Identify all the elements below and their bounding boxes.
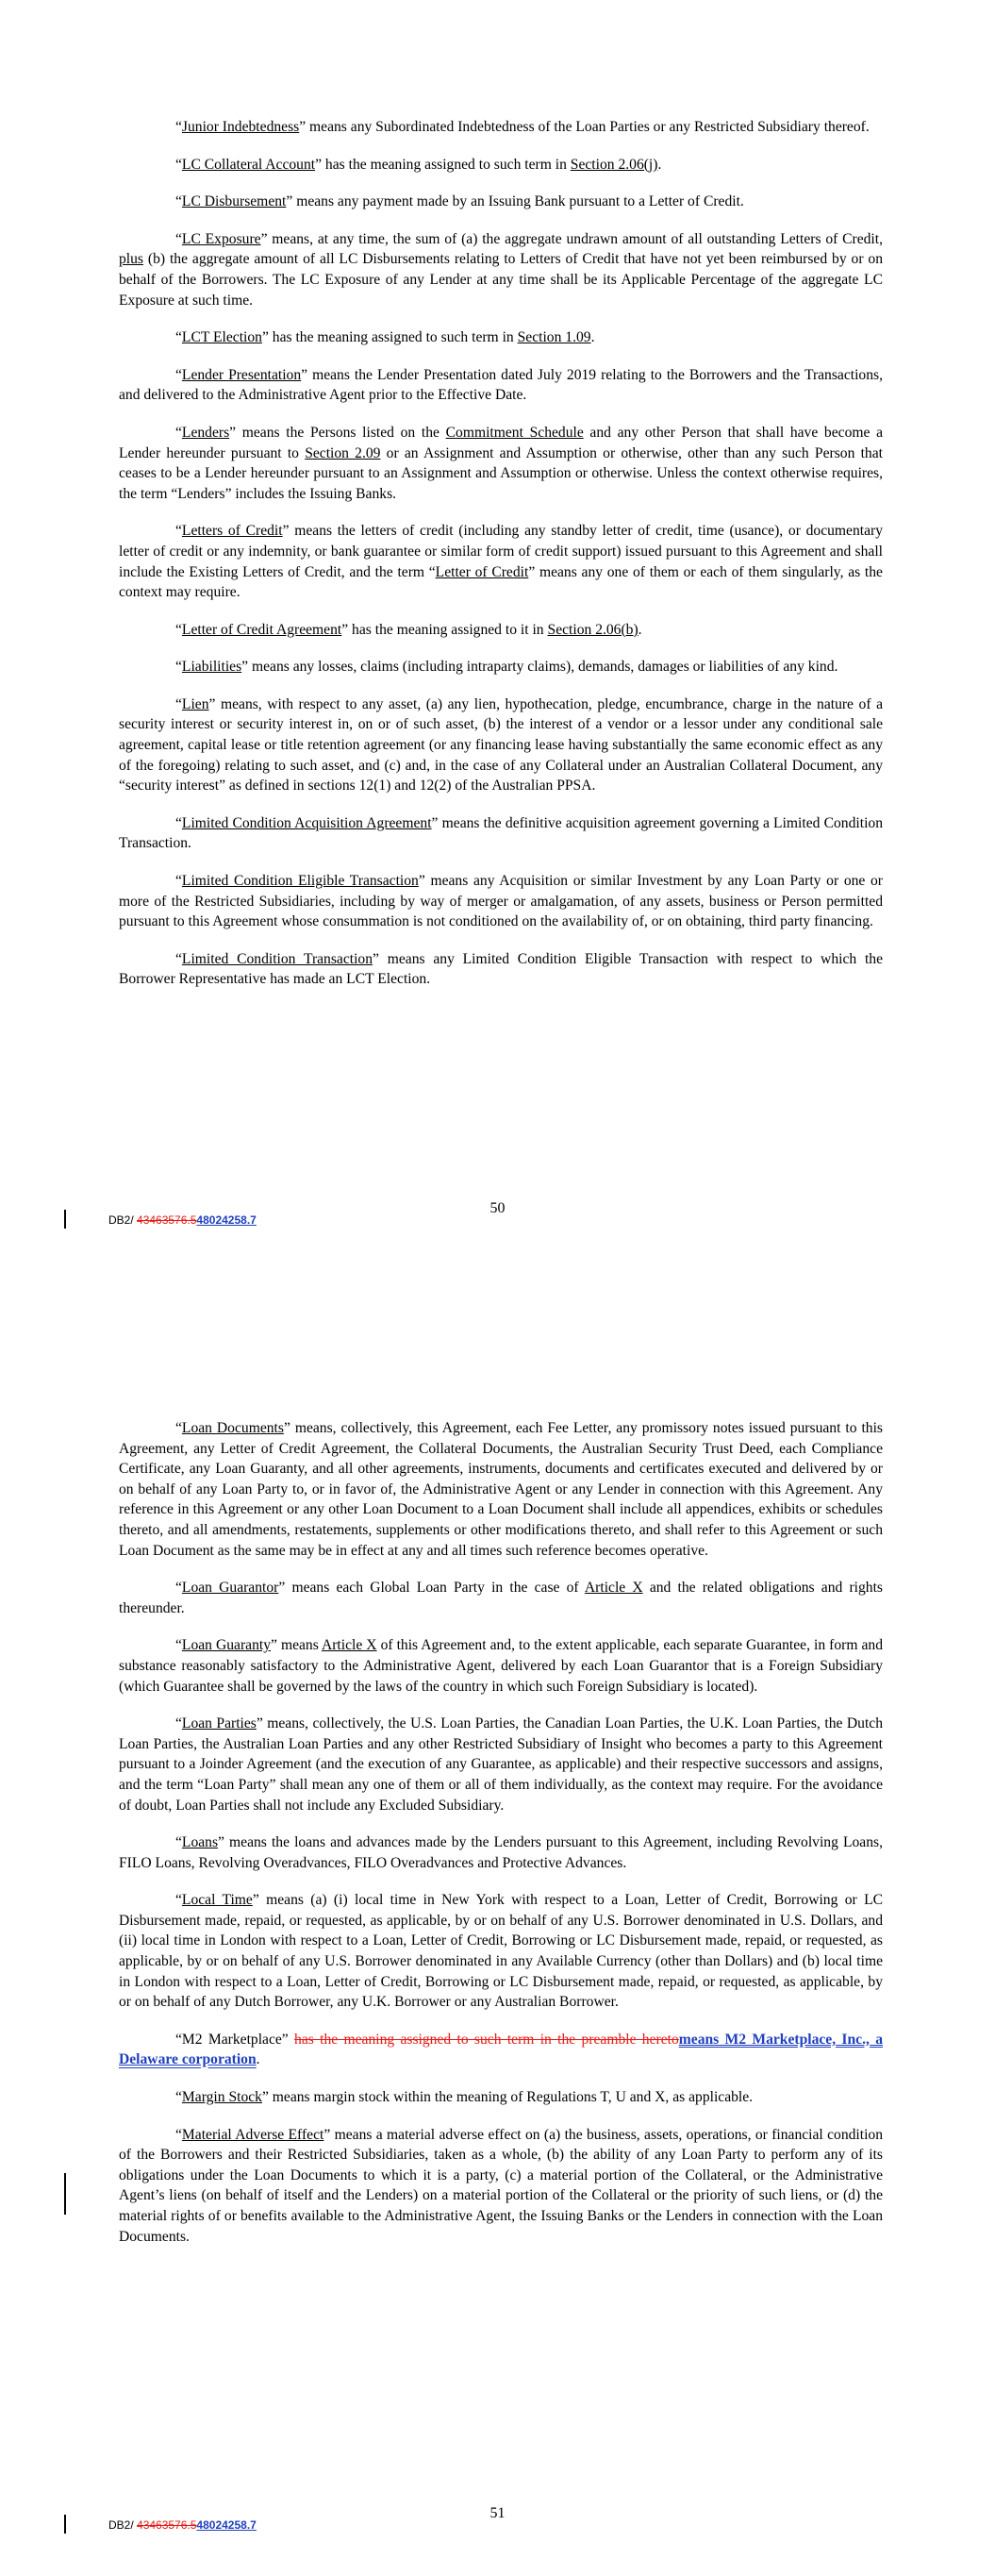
definition-paragraph [119,2087,883,2108]
definition-paragraph [119,2030,883,2070]
body-text: ” means the definitive acquisition agreement governing a Limited Condition Transaction. [119,814,883,852]
definition-paragraph [119,423,883,504]
definition-paragraph [119,521,883,602]
definition-paragraph [119,813,883,854]
page-number: 51 [489,2505,506,2521]
deleted-text: has the meaning assigned to such term in the preamble hereto [294,2031,679,2048]
body-text: . [657,156,662,173]
body-text: (b) the aggregate amount of all LC Disbursements relating to Letters of Credit that have not yet been reimbursed by or on behalf of the Borrowers. The LC Exposure of any Lender at any time shall be its Applicable Percentage of the aggregate LC Exposure at such time. [119,251,883,309]
defined-term: Junior Indebtedness [181,119,300,135]
defined-term: LC Exposure [181,230,261,247]
defined-term: Section 1.09 [517,329,591,346]
definition-paragraph [119,1578,883,1618]
body-text: ” means any Subordinated Indebtedness of the Loan Parties or any Restricted Subsidiary thereof. [299,119,870,135]
definition-paragraph [119,229,883,310]
defined-term: LC Collateral Account [181,156,316,173]
body-text: “ [175,230,182,247]
defined-term: Article X [321,1637,377,1654]
body-text: ” means a material adverse effect on (a) the business, assets, operations, or financial condition of the Borrowers and their Restricted Subsidiaries, taken as a whole, (b) the ability of any Loan Party to perform any of its obligations under the Loan Documents to which it is a party, (c) a material portion of the Collateral, or the Administrative Agent’s liens (on behalf of itself and the Lenders) on a material portion of the Collateral or the priority of such liens, or (d) the material rights of or benefits available to the Administrative Agent, the Issuing Banks or the Lenders in connection with the Loan Documents. [119,2126,883,2245]
body-text: ” means the letters of credit (including any standby letter of credit, time (usance), or documentary letter of credit or any indemnity, or bank guarantee or similar form of credit support) issued pursuant to this Agreement and shall include the Existing Letters of Credit, and the term “ [119,523,883,580]
definition-paragraph [119,620,883,641]
defined-term: LC Disbursement [181,193,287,210]
body-text: ” means (a) (i) local time in New York with respect to a Loan, Letter of Credit, Borrowing or LC Disbursement made, repaid, or requested, as applicable, by or on behalf of any U.S. Borrower denominated in U.S. Dollars, and (ii) local time in London with respect to a Loan, Letter of Credit, Borrowing or LC Disbursement made, repaid, or requested, as applicable, by or on behalf of any U.S. Borrower denominated in any Available Currency (other than Dollars) and (b) local time in London with respect to a Loan, Letter of Credit, Borrowing or LC Disbursement made, repaid, or requested, as applicable, by or on behalf of any Dutch Borrower, any U.K. Borrower or any Australian Borrower. [119,1892,883,2011]
body-text: ” means the Lender Presentation dated July 2019 relating to the Borrowers and the Transactions, and delivered to the Administrative Agent prior to the Effective Date. [119,366,883,404]
body-text: “ [175,424,182,441]
defined-term: Section 2.06(b) [547,621,638,638]
page-51 [0,1288,995,2576]
defined-term: Margin Stock [181,2089,262,2106]
footer-inserted-number: 48024258.7 [196,1213,257,1227]
body-text: and any other Person that shall have become a Lender hereunder pursuant to [119,424,884,461]
body-text: “ [175,621,182,638]
defined-term: Lender Presentation [181,366,302,383]
body-text: ” means the loans and advances made by the Lenders pursuant to this Agreement, including Revolving Loans, FILO Loans, Revolving Overadvances, FILO Overadvances and Protective Advances. [119,1834,883,1871]
definition-paragraph [119,365,883,406]
footer-deleted-number: 43463576.5 [137,2518,197,2532]
body-text: “ [175,659,182,676]
defined-term: LCT Election [181,329,262,346]
body-text: ” means any one of them or each of them singularly, as the context may require. [119,563,883,601]
defined-term: Limited Condition Eligible Transaction [181,873,419,890]
defined-term: Loan Guarantor [181,1580,279,1597]
defined-term: Lien [181,695,209,712]
body-text: “ [175,366,182,383]
definition-paragraph [119,871,883,932]
definition-paragraph [119,1890,883,2013]
definition-paragraph [119,949,883,990]
definition-paragraph [119,327,883,348]
change-bar [64,2173,66,2215]
definition-paragraph [119,2125,883,2248]
body-text: “ [175,950,182,967]
body-text: of this Agreement and, to the extent applicable, each separate Guarantee, in form and substance reasonably satisfactory to the Administrative Agent, delivered by each Loan Guarantor that is a Foreign Subsidiary (which Guarantee shall be governed by the laws of the country in which such Foreign Subsidiary is located). [119,1637,883,1695]
body-text: “ [175,1580,182,1597]
body-text: . [256,2051,260,2068]
inserted-text: means M2 Marketplace, Inc., a Delaware corporation [119,2031,883,2068]
definition-paragraph [119,1832,883,1873]
body-text: ” means margin stock within the meaning of Regulations T, U and X, as applicable. [261,2089,754,2106]
body-text: “ [175,814,182,831]
defined-term: Loan Guaranty [181,1637,272,1654]
definition-paragraph [119,1714,883,1815]
body-text: ” means, at any time, the sum of (a) the aggregate undrawn amount of all outstanding Letters of Credit, [260,230,883,247]
body-text: ” has the meaning assigned to such term in [261,329,518,346]
body-text: ” means each Global Loan Party in the case of [278,1580,585,1597]
defined-term: Section 2.06(j) [570,156,658,173]
definition-paragraph [119,694,883,796]
defined-term: Letters of Credit [181,523,283,540]
body-text: “ [175,1892,182,1909]
defined-term: Letter of Credit [435,563,529,580]
body-text: “ [175,329,182,346]
defined-term: Lenders [181,424,230,441]
defined-term: Loan Documents [181,1420,284,1436]
body-text: “ [175,1834,182,1851]
body-text: “M2 Marketplace” [175,2031,295,2048]
definition-paragraph [119,657,883,677]
page-number: 50 [489,1200,506,1216]
definition-paragraph [119,1635,883,1697]
body-text: “ [175,1715,182,1732]
body-text: “ [175,193,182,210]
footer-prefix: DB2/ [108,1213,138,1227]
definition-paragraph [119,1418,883,1561]
defined-term: Liabilities [181,659,242,676]
body-text: “ [175,1637,182,1654]
definition-paragraph [119,117,883,138]
defined-term: Letter of Credit Agreement [181,621,342,638]
body-text: and the related obligations and rights thereunder. [119,1580,883,1616]
body-text: ” means any Limited Condition Eligible Transaction with respect to which the Borrower Representative has made an LCT Election. [119,950,883,988]
footer-deleted-number: 43463576.5 [137,1213,197,1227]
body-text: ” means any losses, claims (including intraparty claims), demands, damages or liabilities of any kind. [241,659,838,676]
body-text: ” has the meaning assigned to it in [341,621,548,638]
body-text: “ [175,119,182,135]
body-text: ” has the meaning assigned to such term in [315,156,571,173]
footer-inserted-number: 48024258.7 [196,2518,257,2532]
body-text: ” means, with respect to any asset, (a) any lien, hypothecation, pledge, encumbrance, charge in the nature of a security interest or security interest in, on or of such asset, (b) the interest of a vendor or a lessor under any conditional sale agreement, capital lease or title retention agreement (or any financing lease having substantially the same economic effect as any of the foregoing) relating to such asset, and (c) and, in the case of any Collateral under an Australian Collateral Document, any “security interest” as defined in sections 12(1) and 12(2) of the Australian PPSA. [119,695,883,795]
body-text: “ [175,2089,182,2106]
body-text: ” means [271,1637,322,1654]
defined-term: Loans [181,1834,219,1851]
defined-term: Article X [584,1580,643,1597]
defined-term: Local Time [181,1892,253,1909]
defined-term: Section 2.09 [305,444,381,461]
body-text: “ [175,873,182,890]
definitions-body [119,117,883,1007]
defined-term: Limited Condition Acquisition Agreement [181,814,432,831]
defined-term: Loan Parties [181,1715,257,1732]
body-text: ” means any payment made by an Issuing Bank pursuant to a Letter of Credit. [286,193,744,210]
definitions-body [119,1418,883,2264]
body-text: . [638,621,642,638]
body-text: ” means any Acquisition or similar Investment by any Loan Party or one or more of the Restricted Subsidiaries, including by way of merger or amalgamation, of any assets, business or Person permitted pursuant to this Agreement whose consummation is not conditioned on the availability of, or on obtaining, third party financing. [119,873,883,930]
defined-term: plus [119,251,143,268]
body-text: “ [175,695,182,712]
defined-term: Limited Condition Transaction [181,950,373,967]
body-text: ” means, collectively, this Agreement, each Fee Letter, any promissory notes issued pursuant to this Agreement, any Letter of Credit Agreement, the Collateral Documents, the Australian Security Trust Deed, each Compliance Certificate, any Loan Guaranty, and all other agreements, instruments, documents and certificates executed and delivered by or on behalf of any Loan Party to, or in favor of, the Administrative Agent or any Lender in connection with this Agreement. Any reference in this Agreement or any other Loan Document to a Loan Document shall include all appendices, exhibits or schedules thereto, and all amendments, restatements, supplements or other modifications thereto, and shall refer to this Agreement or such Loan Document as the same may be in effect at any and all times such reference becomes operative. [119,1420,883,1559]
body-text: ” means the Persons listed on the [229,424,446,441]
defined-term: Commitment Schedule [445,424,584,441]
definition-paragraph [119,192,883,212]
body-text: “ [175,156,182,173]
body-text: “ [175,523,182,540]
footer-prefix: DB2/ [108,2518,138,2532]
body-text: . [590,329,595,346]
definition-paragraph [119,155,883,176]
defined-term: Material Adverse Effect [181,2126,324,2143]
body-text: “ [175,1420,182,1436]
body-text: ” means, collectively, the U.S. Loan Parties, the Canadian Loan Parties, the U.K. Loan Parties, the Dutch Loan Parties, the Australian Loan Parties and any other Restricted Subsidiary of Insight who becomes a party to this Agreement pursuant to a Joinder Agreement (and the execution of any Guarantee, as applicable) and their respective successors and assigns, and the term “Loan Party” shall mean any one of them or all of them individually, as the context may require. For the avoidance of doubt, Loan Parties shall not include any Excluded Subsidiary. [119,1715,883,1814]
body-text: “ [175,2126,182,2143]
body-text: or an Assignment and Assumption or otherwise, other than any such Person that ceases to be a Lender hereunder pursuant to an Assignment and Assumption or otherwise. Unless the context otherwise requires, the term “Lenders” includes the Issuing Banks. [119,444,883,502]
